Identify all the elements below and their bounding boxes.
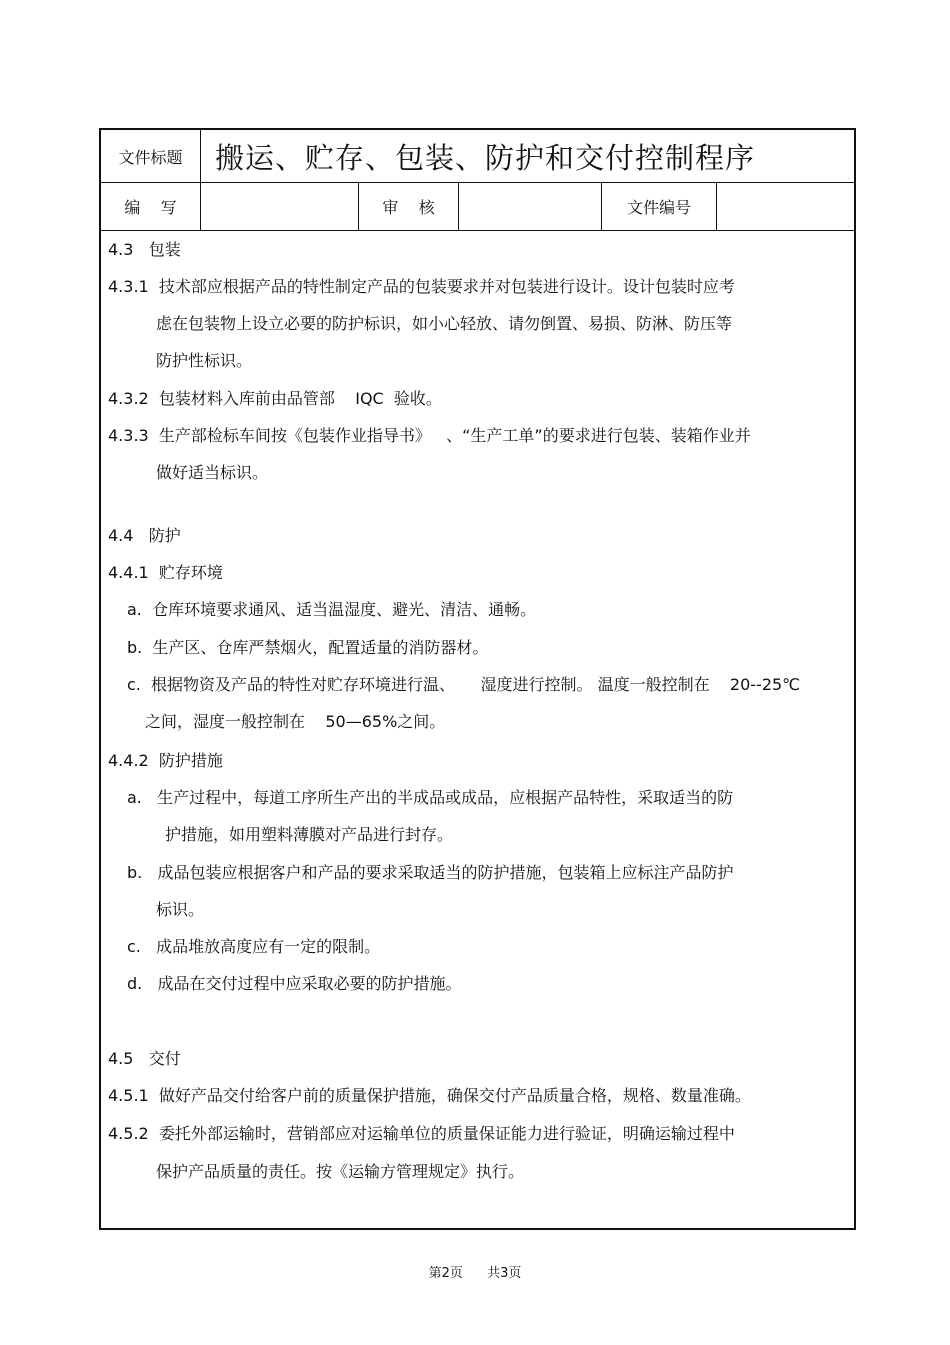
list-item-continuation: 标识。 — [156, 900, 205, 919]
paragraph-line: 4.3.3 生产部检标车间按《包装作业指导书》 、“生产工单”的要求进行包装、装箱作业并 — [108, 426, 751, 445]
list-item-continuation: 护措施，如用塑料薄膜对产品进行封存。 — [165, 825, 454, 844]
list-item: a. 仓库环境要求通风、适当温湿度、避光、清洁、通畅。 — [127, 600, 537, 619]
review-value — [459, 182, 602, 230]
list-item-continuation: 之间，湿度一般控制在 50—65%之间。 — [145, 712, 446, 731]
paragraph-line: 保护产品质量的责任。按《运输方管理规定》执行。 — [156, 1162, 525, 1181]
document-title: 搬运、贮存、包装、防护和交付控制程序 — [215, 140, 756, 175]
docno-value — [717, 182, 854, 230]
paragraph-line: 4.3.1 技术部应根据产品的特性制定产品的包装要求并对包装进行设计。设计包装时应考 — [108, 277, 735, 296]
docno-label: 文件编号 — [602, 182, 717, 230]
page-footer — [0, 1262, 950, 1281]
subsection-heading: 4.4.2 防护措施 — [108, 751, 223, 770]
document-body — [101, 230, 854, 1228]
list-item: b. 成品包装应根据客户和产品的要求采取适当的防护措施，包装箱上应标注产品防护 — [127, 863, 734, 882]
paragraph-line: 4.3.2 包装材料入库前由品管部 IQC 验收。 — [108, 389, 442, 408]
page-total: 共3页 — [487, 1266, 522, 1281]
list-item: c. 根据物资及产品的特性对贮存环境进行温、 湿度进行控制。 温度一般控制在 20--25℃ — [127, 675, 801, 694]
section-heading: 4.4 防护 — [108, 526, 181, 545]
header-title-row — [101, 130, 854, 183]
list-item: a. 生产过程中，每道工序所生产出的半成品或成品，应根据产品特性，采取适当的防 — [127, 788, 734, 807]
write-value — [201, 182, 359, 230]
review-label: 审 核 — [359, 182, 459, 230]
paragraph-line: 虑在包装物上设立必要的防护标识，如小心轻放、请勿倒置、易损、防淋、防压等 — [156, 314, 733, 333]
paragraph-line: 4.5.2 委托外部运输时，营销部应对运输单位的质量保证能力进行验证，明确运输过程中 — [108, 1124, 735, 1143]
section-heading: 4.5 交付 — [108, 1049, 181, 1068]
write-label: 编 写 — [101, 182, 201, 230]
title-label: 文件标题 — [101, 130, 201, 182]
subsection-heading: 4.4.1 贮存环境 — [108, 563, 223, 582]
section-heading: 4.3 包装 — [108, 240, 181, 259]
page-number: 第2页 — [428, 1266, 463, 1281]
paragraph-line: 做好适当标识。 — [156, 463, 269, 482]
list-item: b. 生产区、仓库严禁烟火，配置适量的消防器材。 — [127, 638, 489, 657]
document-frame — [99, 128, 856, 1230]
header-info-row — [101, 182, 854, 231]
paragraph-line: 防护性标识。 — [156, 351, 253, 370]
list-item: d. 成品在交付过程中应采取必要的防护措施。 — [127, 974, 462, 993]
list-item: c. 成品堆放高度应有一定的限制。 — [127, 937, 381, 956]
paragraph-line: 4.5.1 做好产品交付给客户前的质量保护措施，确保交付产品质量合格，规格、数量准确。 — [108, 1086, 751, 1105]
